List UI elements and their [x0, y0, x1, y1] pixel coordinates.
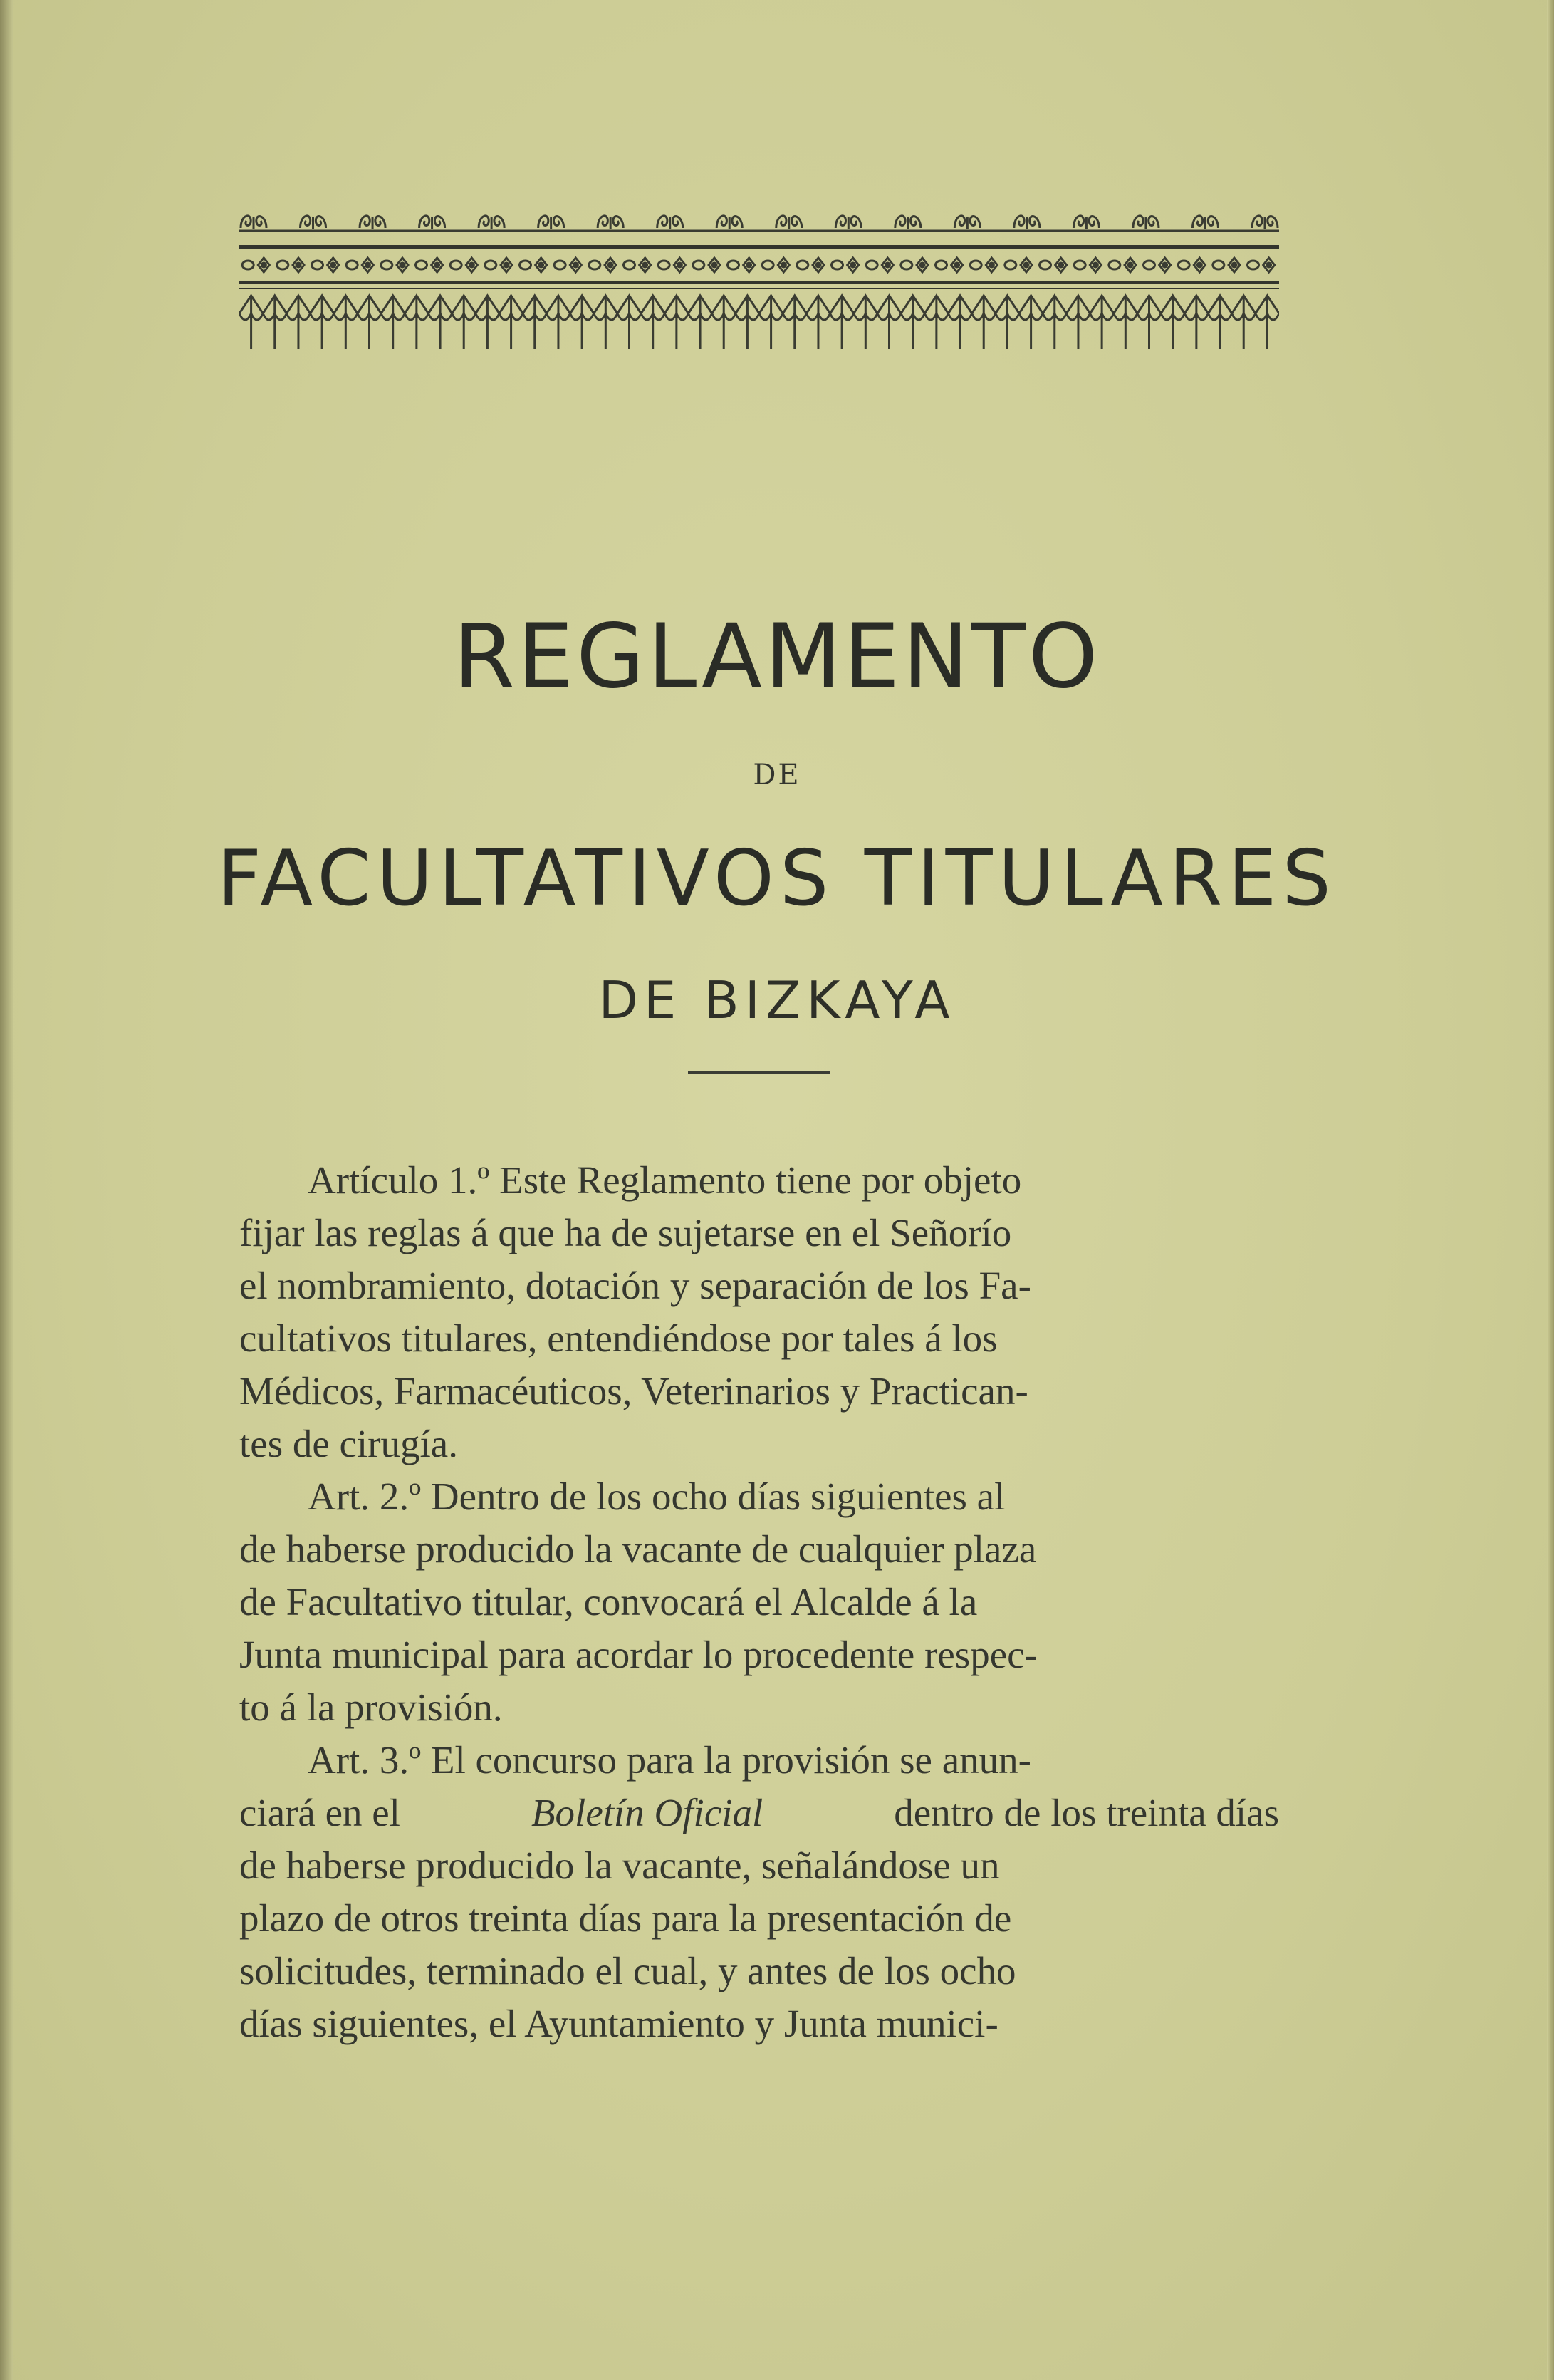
document-region: DE BIZKAYA: [598, 970, 956, 1030]
article-2-line-2: de haberse producido la vacante de cualquier plaza: [239, 1527, 1037, 1571]
title-divider: [688, 1071, 830, 1074]
page-edge-left: [0, 0, 13, 2380]
article-2-line-4: Junta municipal para acordar lo procedente respec-: [239, 1633, 1038, 1676]
article-1-line-1: Artículo 1.º Este Reglamento tiene por objeto: [308, 1158, 1022, 1202]
document-body: [239, 1154, 1279, 2050]
article-1-line-4: cultativos titulares, entendiéndose por tales á los: [239, 1316, 998, 1360]
article-1-line-3: el nombramiento, dotación y separación de los Fa-: [239, 1264, 1031, 1307]
article-1-line-2: fijar las reglas á que ha de sujetarse en el Señorío: [239, 1211, 1012, 1254]
article-1-line-6: tes de cirugía.: [239, 1422, 458, 1465]
article-3-line-4: plazo de otros treinta días para la presentación de: [239, 1896, 1012, 1940]
document-title: REGLAMENTO: [453, 606, 1101, 708]
page-edge-right: [1547, 0, 1554, 2380]
ornamental-header-border: [239, 207, 1279, 378]
article-3-line-1: Art. 3.º El concurso para la provisión se anun-: [308, 1738, 1031, 1782]
document-subtitle: FACULTATIVOS TITULARES: [217, 834, 1337, 923]
boletin-oficial-title: Boletín Oficial: [531, 1791, 763, 1834]
article-2-line-1: Art. 2.º Dentro de los ocho días siguientes al: [308, 1475, 1006, 1518]
article-3-line-5: solicitudes, terminado el cual, y antes de los ocho: [239, 1949, 1016, 1992]
article-3-line-6: días siguientes, el Ayuntamiento y Junta munici-: [239, 2002, 998, 2045]
title-connector: DE: [753, 759, 801, 791]
article-2-line-3: de Facultativo titular, convocará el Alcalde á la: [239, 1580, 978, 1623]
article-1-line-5: Médicos, Farmacéuticos, Veterinarios y Practican-: [239, 1369, 1028, 1413]
article-3-line-2: ciará en el Boletín Oficial dentro de los treinta días: [239, 1787, 1279, 1839]
article-3-line-3: de haberse producido la vacante, señalándose un: [239, 1844, 1000, 1887]
article-2-line-5: to á la provisión.: [239, 1685, 503, 1729]
